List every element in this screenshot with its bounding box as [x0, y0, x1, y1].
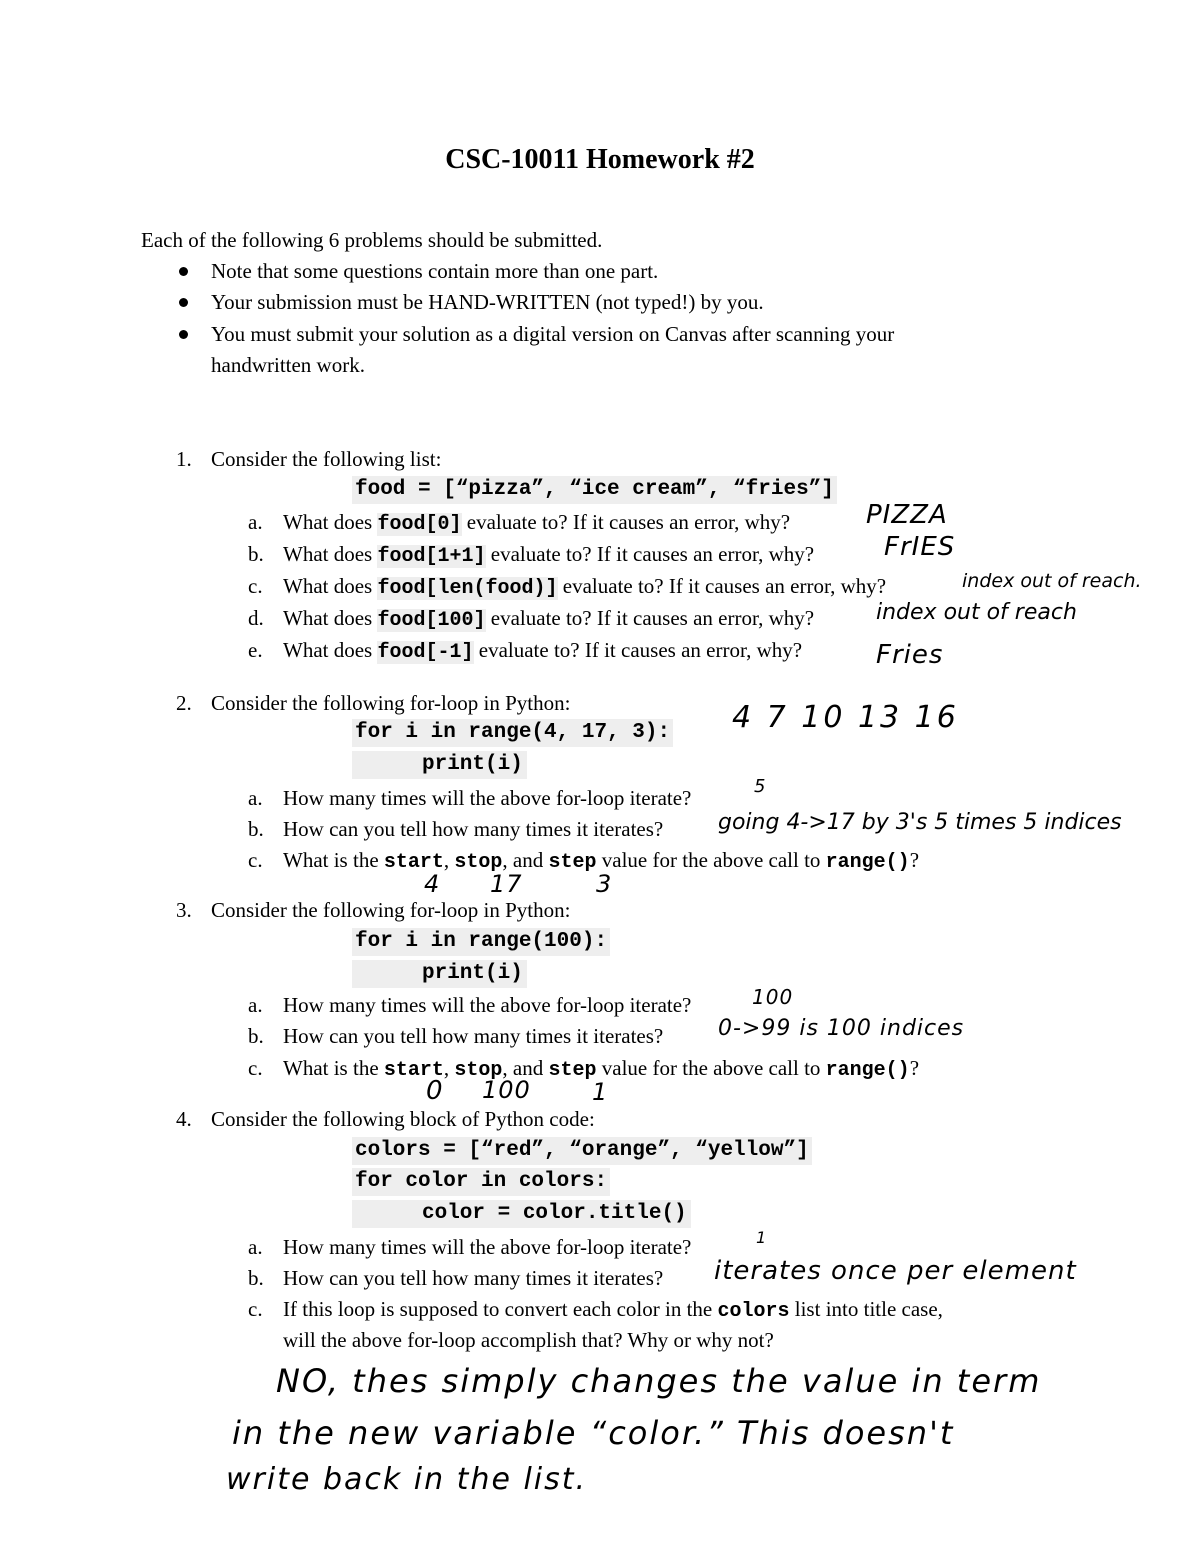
question-number: 1. — [176, 447, 192, 471]
part-letter: e. — [248, 638, 263, 662]
bullet-dot — [179, 298, 188, 307]
part-question: If this loop is supposed to convert each color in the colors list into title case, — [283, 1297, 943, 1323]
part-question: What does food[0] evaluate to? If it causes an error, why? — [283, 510, 791, 536]
part-letter: b. — [248, 542, 264, 566]
handwritten-answer: going 4->17 by 3's 5 times 5 indices — [718, 810, 1122, 835]
handwritten-answer: index out of reach — [876, 600, 1077, 625]
question-text: Consider the following for-loop in Python: — [211, 898, 571, 922]
bullet-item: Note that some questions contain more than one part. — [211, 259, 659, 283]
code-line: for i in range(100): — [352, 928, 610, 956]
part-letter: a. — [248, 1235, 263, 1259]
bullet-dot — [179, 330, 188, 339]
part-question: What is the start, stop, and step value for the above call to range()? — [283, 848, 920, 874]
handwritten-answer: Fries — [876, 640, 944, 670]
bullet-item: Your submission must be HAND-WRITTEN (not typed!) by you. — [211, 290, 764, 314]
handwritten-answer: 0->99 is 100 indices — [718, 1016, 965, 1041]
part-letter: c. — [248, 574, 263, 598]
handwritten-answer: FrIES — [884, 532, 956, 562]
handwritten-answer: PIZZA — [866, 500, 948, 530]
page-title: CSC-10011 Homework #2 — [445, 144, 755, 175]
question-number: 3. — [176, 898, 192, 922]
handwritten-answer: 1 — [592, 1078, 609, 1106]
part-letter: d. — [248, 606, 264, 630]
code-line: color = color.title() — [352, 1200, 691, 1228]
question-text: Consider the following block of Python code: — [211, 1107, 595, 1131]
handwritten-answer: 4 7 10 13 16 — [732, 700, 959, 735]
handwritten-answer: in the new variable “color.” This doesn't — [232, 1414, 955, 1452]
intro-text: Each of the following 6 problems should be submitted. — [141, 228, 603, 252]
handwritten-answer: 5 — [754, 776, 767, 797]
handwritten-answer: 1 — [756, 1228, 768, 1247]
part-question: How can you tell how many times it iterates? — [283, 817, 664, 841]
part-question: What does food[-1] evaluate to? If it causes an error, why? — [283, 638, 803, 664]
bullet-item-continuation: handwritten work. — [211, 353, 365, 377]
handwritten-answer: index out of reach. — [962, 570, 1142, 592]
code-line: print(i) — [352, 960, 527, 988]
part-question: How can you tell how many times it iterates? — [283, 1266, 664, 1290]
part-letter: c. — [248, 848, 263, 872]
handwritten-answer: iterates once per element — [714, 1256, 1077, 1286]
part-letter: b. — [248, 817, 264, 841]
question-text: Consider the following list: — [211, 447, 442, 471]
code-line: colors = [“red”, “orange”, “yellow”] — [352, 1137, 812, 1165]
part-letter: b. — [248, 1266, 264, 1290]
handwritten-answer: 4 — [424, 870, 441, 898]
handwritten-answer: 3 — [596, 870, 613, 898]
part-question: What is the start, stop, and step value for the above call to range()? — [283, 1056, 920, 1082]
part-question: What does food[len(food)] evaluate to? If it causes an error, why? — [283, 574, 887, 600]
handwritten-answer: 17 — [490, 870, 523, 898]
part-letter: b. — [248, 1024, 264, 1048]
part-question: How many times will the above for-loop iterate? — [283, 993, 692, 1017]
bullet-dot — [179, 267, 188, 276]
part-question: How many times will the above for-loop iterate? — [283, 786, 692, 810]
question-number: 4. — [176, 1107, 192, 1131]
part-letter: c. — [248, 1056, 263, 1080]
code-line: for color in colors: — [352, 1168, 610, 1196]
part-question-continuation: will the above for-loop accomplish that? Why or why not? — [283, 1328, 774, 1352]
part-letter: a. — [248, 510, 263, 534]
code-line: print(i) — [352, 751, 527, 779]
part-question: How can you tell how many times it iterates? — [283, 1024, 664, 1048]
part-letter: a. — [248, 786, 263, 810]
part-question: What does food[1+1] evaluate to? If it causes an error, why? — [283, 542, 815, 568]
part-question: How many times will the above for-loop iterate? — [283, 1235, 692, 1259]
code-line: for i in range(4, 17, 3): — [352, 719, 673, 747]
handwritten-answer: 0 — [426, 1076, 444, 1106]
part-letter: a. — [248, 993, 263, 1017]
handwritten-answer: 100 — [482, 1076, 531, 1104]
code-line: food = [“pizza”, “ice cream”, “fries”] — [352, 476, 837, 504]
handwritten-answer: 100 — [752, 985, 794, 1009]
part-letter: c. — [248, 1297, 263, 1321]
question-number: 2. — [176, 691, 192, 715]
handwritten-answer: write back in the list. — [226, 1462, 588, 1497]
bullet-item: You must submit your solution as a digital version on Canvas after scanning your — [211, 322, 895, 346]
handwritten-answer: NO, thes simply changes the value in term — [276, 1362, 1042, 1400]
part-question: What does food[100] evaluate to? If it causes an error, why? — [283, 606, 815, 632]
question-text: Consider the following for-loop in Python: — [211, 691, 571, 715]
